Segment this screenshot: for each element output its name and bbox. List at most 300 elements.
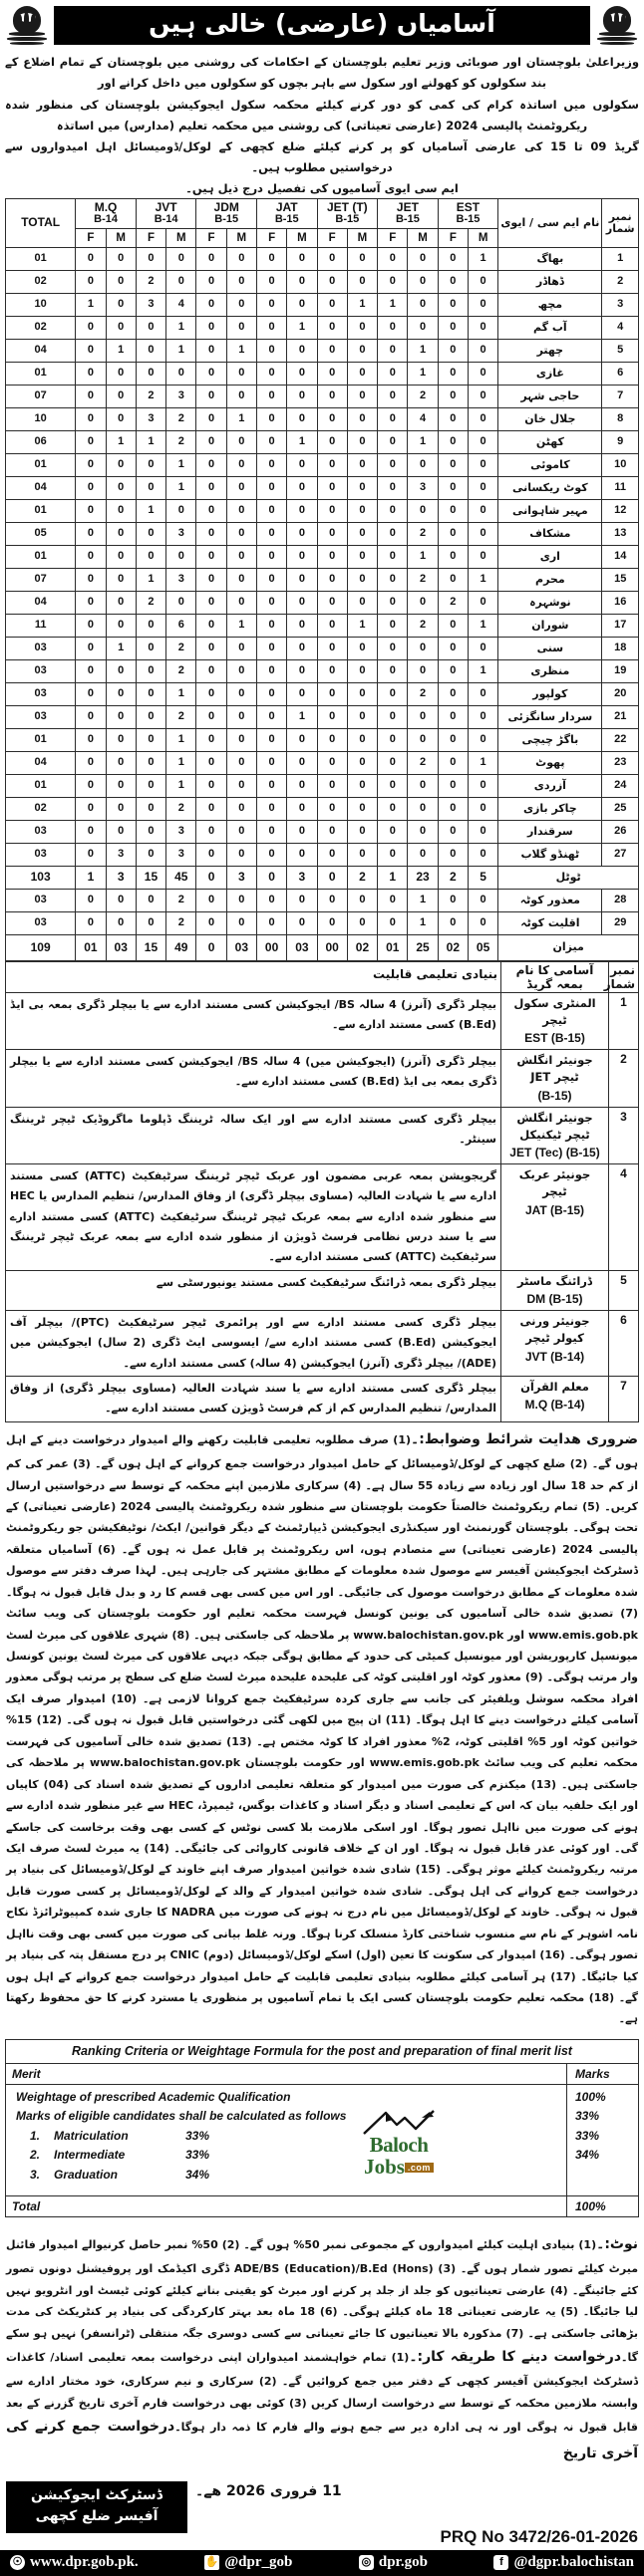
cell-serial: 15 xyxy=(602,568,639,591)
ranking-total-row xyxy=(6,2195,639,2216)
deadline-date: 11 فروری 2026 ھے۔ xyxy=(195,2482,342,2499)
cell-count: 0 xyxy=(256,751,286,774)
cell-count: 0 xyxy=(347,453,377,476)
cell-count: 0 xyxy=(438,728,468,751)
cell-count: 0 xyxy=(136,705,165,728)
cell-total: 04 xyxy=(6,751,76,774)
cell-location-name: مہیر شاہوانی xyxy=(498,499,602,522)
qualification-text: گریجویشن بمعہ عربی مضمون اور عربک ٹیچر ٹریننگ سرٹیفکیٹ (ATTC) کسی مستند ادارے سے یا شہادت العالیہ (مساوی بیچلر ڈگری) از وفاق المدارس/ تنظیم المدارس یا HEC سے منظور شدہ ادارے سے بمعہ عربک ٹیچر ٹریننگ سرٹیفکیٹ (ATTC) کسی مستند ادارے سے یا سند درس نظامی فرسٹ ڈویژن از منظور شدہ ادارے سے بمعہ عربک ٹیچر ٹریننگ سرٹیفکیٹ (ATTC) کسی مستند ادارے سے۔ xyxy=(6,1164,501,1271)
deadline-and-prq xyxy=(187,2481,638,2547)
cell-count: 0 xyxy=(468,705,497,728)
cell-count: 1 xyxy=(468,568,497,591)
cell-count: 0 xyxy=(468,911,497,934)
cell-count: 0 xyxy=(287,614,317,637)
cell-count: 1 xyxy=(408,545,438,568)
cell-total: 01 xyxy=(6,774,76,797)
issuing-authority-stamp xyxy=(6,2481,187,2533)
cell-count: 0 xyxy=(256,247,286,270)
table-row-quota xyxy=(6,889,639,911)
post-title-urdu: جونیئر انگلش ٹیچر JET xyxy=(516,1053,593,1085)
cell-count: 0 xyxy=(106,293,136,316)
cell-count: 0 xyxy=(256,385,286,407)
intro-line-3: گریڈ 09 تا 15 کی عارضی آسامیاں کو پر کرنے کیلئے ضلع کچھی کے لوکل/ڈومیسائل اہل امیدواروں سے درخواستیں مطلوب ہیں۔ xyxy=(5,139,639,175)
cell-count: 1 xyxy=(287,316,317,339)
post-title-urdu: جونیئر انگلش ٹیچر ٹیکنیکل xyxy=(516,1110,593,1142)
cell-count: 0 xyxy=(136,362,165,385)
cell-count: 0 xyxy=(438,751,468,774)
cell-count: 0 xyxy=(408,705,438,728)
cell-count: 0 xyxy=(347,522,377,545)
cell-count: 0 xyxy=(317,270,347,293)
cell-count: 0 xyxy=(408,774,438,797)
vacancy-subcol-female: F xyxy=(136,228,165,247)
cell-count: 0 xyxy=(226,889,256,911)
cell-count: 49 xyxy=(166,934,196,960)
cell-count: 0 xyxy=(468,591,497,614)
vacancy-subcol-male: M xyxy=(468,228,497,247)
qualification-text: بیچلر ڈگری کسی مستند ادارے سے اور پرائمری ٹیچر سرٹیفکیٹ (PTC)/ بیچلر آف ایجوکیشن (B.Ed) کسی مستند ادارے سے/ ایسوسی ایٹ ڈگری (2 سال) ایجوکیشن میں (ADE)/ بیچلر ڈگری (آنرز) ایجوکیشن (4 سالہ) کسی مستند ادارے سے۔ xyxy=(6,1311,501,1377)
apply-lead: درخواست دینے کا طریقہ کار:۔ xyxy=(409,2348,622,2365)
footer-instagram[interactable] xyxy=(359,2554,428,2571)
cell-count: 0 xyxy=(408,843,438,866)
cell-count: 0 xyxy=(106,728,136,751)
qualification-post-name xyxy=(501,1050,609,1108)
cell-count: 0 xyxy=(378,751,408,774)
table-row xyxy=(6,499,639,522)
cell-count: 0 xyxy=(106,270,136,293)
footer-social-bar xyxy=(0,2550,644,2576)
cell-count: 0 xyxy=(438,637,468,659)
cell-count: 0 xyxy=(347,774,377,797)
cell-count: 0 xyxy=(438,889,468,911)
qualification-row xyxy=(6,992,639,1050)
table-row xyxy=(6,407,639,430)
cell-count: 0 xyxy=(196,522,226,545)
table-row xyxy=(6,247,639,270)
cell-serial: 14 xyxy=(602,545,639,568)
post-title-urdu: ڈرائنگ ماسٹر xyxy=(516,1273,593,1288)
apply-text: (1) تمام خواہشمند امیدواران اپنی درخواست بمعہ تعلیمی اسناد/ کاغذات ڈسٹرکٹ ایجوکیشن آفیسر کچھی کے دفتر میں جمع کروائیں گے۔ (2) سرکاری و نیم سرکاری، خود مختار ادارے سے وابستہ ملازمین محکمہ کے توسط سے درخواست ارسال کریں (3) کوئی بھی درخواست فارم آخری تاریخ گزرنے کے بعد قابل قبول نہ ہوگی اور نہ ہی ادارہ دیر سے جمع ہونے والے فارم کا ذمہ دار ہوگا۔ xyxy=(6,2350,638,2435)
cell-count: 2 xyxy=(166,407,196,430)
table-row xyxy=(6,385,639,407)
ranking-line-1: Weightage of prescribed Academic Qualification xyxy=(16,2089,291,2104)
cell-total: 03 xyxy=(6,820,76,843)
cell-count: 0 xyxy=(378,339,408,362)
conditions-block xyxy=(0,1422,644,2034)
cell-location-name: آب گم xyxy=(498,316,602,339)
qualification-row xyxy=(6,1377,639,1422)
cell-count: 1 xyxy=(468,614,497,637)
cell-total: 03 xyxy=(6,843,76,866)
cell-count: 0 xyxy=(347,270,377,293)
ranking-mark-value: 34% xyxy=(575,2148,600,2163)
cell-count: 2 xyxy=(166,430,196,453)
cell-count: 0 xyxy=(287,820,317,843)
cell-count: 0 xyxy=(136,247,165,270)
cell-count: 0 xyxy=(106,522,136,545)
cell-count: 0 xyxy=(468,407,497,430)
cell-count: 0 xyxy=(408,820,438,843)
cell-count: 0 xyxy=(256,316,286,339)
cell-location-name: میزان xyxy=(498,934,639,960)
cell-serial: 4 xyxy=(602,316,639,339)
cell-serial: 9 xyxy=(602,430,639,453)
cell-count: 0 xyxy=(347,820,377,843)
cell-count: 1 xyxy=(166,751,196,774)
cell-count: 1 xyxy=(136,499,165,522)
cell-count: 0 xyxy=(317,682,347,705)
cell-count: 0 xyxy=(347,385,377,407)
stamp-line-1: ڈسٹرکٹ ایجوکیشن xyxy=(31,2486,162,2503)
cell-count: 1 xyxy=(226,614,256,637)
ranking-col-merit: Merit xyxy=(6,2063,567,2084)
vacancy-table-head xyxy=(6,198,639,247)
cell-count: 0 xyxy=(378,705,408,728)
cell-count: 0 xyxy=(317,751,347,774)
cell-count: 0 xyxy=(287,637,317,659)
cell-count: 0 xyxy=(106,659,136,682)
cell-total: 04 xyxy=(6,591,76,614)
table-row xyxy=(6,751,639,774)
footer-twitter-label: @dpr_gob xyxy=(224,2553,293,2570)
table-row xyxy=(6,682,639,705)
cell-count: 0 xyxy=(106,568,136,591)
cell-count: 0 xyxy=(166,362,196,385)
cell-count: 0 xyxy=(196,476,226,499)
cell-count: 1 xyxy=(166,476,196,499)
cell-count: 0 xyxy=(106,407,136,430)
cell-count: 0 xyxy=(106,453,136,476)
cell-count: 0 xyxy=(347,316,377,339)
cell-count: 1 xyxy=(166,316,196,339)
cell-serial: 5 xyxy=(602,339,639,362)
vacancy-col-jet: JET B-15 xyxy=(378,198,439,228)
ranking-body-row xyxy=(6,2084,639,2195)
cell-count: 0 xyxy=(408,316,438,339)
qualification-text: بیچلر ڈگری کسی مستند ادارے سے یا سند شہادت العالیہ (مساوی بیچلر ڈگری) از وفاق المدارس/ تنظیم المدارس کم از کم فرسٹ ڈویژن کسی مستند ادارے سے۔ xyxy=(6,1377,501,1422)
cell-count: 0 xyxy=(287,911,317,934)
cell-count: 0 xyxy=(317,889,347,911)
cell-serial: 6 xyxy=(602,362,639,385)
table-row-grand-total xyxy=(6,934,639,960)
cell-count: 0 xyxy=(256,293,286,316)
facebook-f-icon: f xyxy=(493,2555,508,2570)
vacancy-subcol-female: F xyxy=(196,228,226,247)
qualification-text: بیچلر ڈگری (آنرز) 4 سالہ BS/ ایجوکیشن کسی مستند ادارے سے یا بیچلر ڈگری بمعہ بی ایڈ (B.Ed) کسی مستند ادارے سے۔ xyxy=(6,992,501,1050)
cell-count: 0 xyxy=(317,637,347,659)
cell-count: 0 xyxy=(438,682,468,705)
qualification-post-name xyxy=(501,1270,609,1310)
qualification-serial: 5 xyxy=(609,1270,639,1310)
cell-count: 0 xyxy=(468,385,497,407)
cell-count: 0 xyxy=(106,499,136,522)
balochistan-government-crest-icon xyxy=(6,5,48,47)
intro-line-1: وزیراعلیٰ بلوچستان اور صوبائی وزیر تعلیم بلوچستان کے احکامات کی روشنی میں بلوچستان کے تمام اضلاع کے بند سکولوں کو کھولنے اور سکول سے باہر بچوں کو سکولوں میں داخل کرانے اور xyxy=(5,55,639,91)
cell-count: 0 xyxy=(76,911,106,934)
ranking-mark-value: 100% xyxy=(575,2089,606,2104)
cell-count: 0 xyxy=(106,889,136,911)
cell-count: 0 xyxy=(106,820,136,843)
table-row xyxy=(6,453,639,476)
cell-count: 02 xyxy=(438,934,468,960)
table-row xyxy=(6,476,639,499)
cell-count: 0 xyxy=(106,705,136,728)
cell-count: 2 xyxy=(166,705,196,728)
page-title: آسامیاں (عارضی) خالی ہیں xyxy=(149,9,495,39)
table-row xyxy=(6,270,639,293)
table-row xyxy=(6,728,639,751)
ranking-col-marks: Marks xyxy=(567,2063,639,2084)
cell-location-name: پھوٹ xyxy=(498,751,602,774)
cell-count: 0 xyxy=(256,614,286,637)
cell-location-name: سردار سانگزئی xyxy=(498,705,602,728)
cell-count: 1 xyxy=(136,430,165,453)
post-grade-code: JET (Tec) (B-15) xyxy=(509,1146,600,1160)
vacancy-subcol-male: M xyxy=(347,228,377,247)
cell-count: 0 xyxy=(408,797,438,820)
cell-count: 0 xyxy=(136,774,165,797)
globe-icon: ☉ xyxy=(10,2555,25,2570)
cell-count: 0 xyxy=(378,614,408,637)
cell-count: 0 xyxy=(256,545,286,568)
cell-count: 0 xyxy=(196,545,226,568)
cell-count: 0 xyxy=(468,499,497,522)
cell-count: 0 xyxy=(287,659,317,682)
footer-website[interactable] xyxy=(10,2554,139,2571)
cell-count: 0 xyxy=(256,339,286,362)
cell-count: 0 xyxy=(347,247,377,270)
cell-count: 0 xyxy=(76,751,106,774)
cell-serial: 19 xyxy=(602,659,639,682)
cell-count: 0 xyxy=(196,385,226,407)
cell-count: 0 xyxy=(468,637,497,659)
cell-count: 0 xyxy=(317,362,347,385)
ranking-total-label: Total xyxy=(6,2195,567,2216)
cell-count: 0 xyxy=(196,843,226,866)
footer-website-label: www.dpr.gob.pk. xyxy=(30,2553,139,2570)
balochistan-government-crest-icon-right xyxy=(596,5,638,47)
vacancy-table xyxy=(5,198,639,961)
cell-count: 0 xyxy=(468,843,497,866)
table-row xyxy=(6,362,639,385)
cell-count: 0 xyxy=(226,522,256,545)
cell-count: 0 xyxy=(106,751,136,774)
cell-count: 0 xyxy=(347,476,377,499)
cell-count: 0 xyxy=(317,316,347,339)
cell-count: 0 xyxy=(76,247,106,270)
footer-facebook-label: @dgpr.balochistan xyxy=(513,2553,634,2570)
cell-count: 1 xyxy=(166,453,196,476)
ranking-mark-value: 33% xyxy=(575,2128,600,2143)
cell-count: 0 xyxy=(106,362,136,385)
table-row xyxy=(6,430,639,453)
cell-count: 0 xyxy=(76,797,106,820)
cell-count: 0 xyxy=(438,820,468,843)
cell-count: 0 xyxy=(196,866,226,889)
cell-count: 0 xyxy=(256,637,286,659)
cell-count: 0 xyxy=(76,453,106,476)
cell-count: 0 xyxy=(378,476,408,499)
cell-count: 3 xyxy=(166,843,196,866)
cell-count: 0 xyxy=(378,659,408,682)
cell-count: 0 xyxy=(256,270,286,293)
cell-count: 2 xyxy=(438,866,468,889)
cell-count: 2 xyxy=(408,522,438,545)
cell-serial: 26 xyxy=(602,820,639,843)
cell-count: 0 xyxy=(438,911,468,934)
cell-count: 2 xyxy=(166,889,196,911)
cell-count: 0 xyxy=(468,522,497,545)
cell-count: 0 xyxy=(287,293,317,316)
cell-count: 2 xyxy=(136,385,165,407)
cell-count: 0 xyxy=(226,843,256,866)
cell-count: 0 xyxy=(226,705,256,728)
cell-count: 0 xyxy=(106,797,136,820)
cell-count: 0 xyxy=(287,362,317,385)
cell-count: 2 xyxy=(166,637,196,659)
cell-serial: 23 xyxy=(602,751,639,774)
balochjobs-watermark-logo xyxy=(347,2109,451,2178)
table-row xyxy=(6,293,639,316)
cell-count: 0 xyxy=(468,430,497,453)
cell-count: 0 xyxy=(106,614,136,637)
conditions-lead: ضروری ھدایت شرائط وضوابط:۔ xyxy=(411,1430,638,1447)
cell-count: 0 xyxy=(468,682,497,705)
cell-total: 01 xyxy=(6,728,76,751)
cell-count: 0 xyxy=(287,270,317,293)
cell-count: 0 xyxy=(347,430,377,453)
cell-count: 0 xyxy=(106,911,136,934)
cell-location-name: باگڑ چیچی xyxy=(498,728,602,751)
cell-serial: 29 xyxy=(602,911,639,934)
cell-count: 0 xyxy=(317,293,347,316)
cell-count: 0 xyxy=(438,659,468,682)
cell-count: 0 xyxy=(196,797,226,820)
vacancy-subcol-male: M xyxy=(408,228,438,247)
cell-count: 0 xyxy=(196,889,226,911)
qualification-row xyxy=(6,1050,639,1108)
cell-count: 2 xyxy=(166,911,196,934)
cell-count: 0 xyxy=(196,911,226,934)
cell-count: 0 xyxy=(76,339,106,362)
qualification-text: بیچلر ڈگری (آنرز) (ایجوکیشن میں) 4 سالہ BS/ ایجوکیشن کسی مستند ادارے سے یا بیچلر ڈگری بمعہ بی ایڈ (B.Ed) کسی مستند ادارے سے۔ xyxy=(6,1050,501,1108)
table-row xyxy=(6,568,639,591)
cell-count: 0 xyxy=(287,751,317,774)
note-paragraph xyxy=(6,2231,638,2468)
table-row xyxy=(6,591,639,614)
cell-count: 0 xyxy=(378,407,408,430)
cell-count: 0 xyxy=(378,889,408,911)
cell-count: 0 xyxy=(256,499,286,522)
cell-count: 1 xyxy=(408,911,438,934)
cell-count: 3 xyxy=(226,866,256,889)
cell-count: 0 xyxy=(76,316,106,339)
vacancy-col-mq: M.Q B-14 xyxy=(76,198,137,228)
cell-count: 0 xyxy=(256,591,286,614)
ranking-title: Ranking Criteria or Weightage Formula for the post and preparation of final merit list xyxy=(5,2039,639,2063)
cell-serial: 7 xyxy=(602,385,639,407)
cell-count: 0 xyxy=(136,316,165,339)
footer-facebook[interactable] xyxy=(493,2554,634,2571)
cell-count: 0 xyxy=(317,797,347,820)
cell-count: 2 xyxy=(408,682,438,705)
qual-header-post: آسامی کا نام بمعہ گریڈ xyxy=(501,961,609,992)
cell-count: 0 xyxy=(347,591,377,614)
qual-header-sr: نمبر شمار xyxy=(609,961,639,992)
cell-count: 0 xyxy=(438,614,468,637)
cell-serial: 22 xyxy=(602,728,639,751)
cell-count: 2 xyxy=(136,270,165,293)
intro-paragraph xyxy=(0,50,644,180)
cell-count: 0 xyxy=(317,247,347,270)
cell-count: 0 xyxy=(287,568,317,591)
cell-count: 0 xyxy=(196,339,226,362)
cell-count: 0 xyxy=(226,682,256,705)
footer-twitter[interactable] xyxy=(204,2554,292,2571)
cell-count: 0 xyxy=(76,270,106,293)
cell-count: 0 xyxy=(438,453,468,476)
cell-count: 0 xyxy=(76,659,106,682)
cell-count: 0 xyxy=(438,568,468,591)
cell-count: 0 xyxy=(136,614,165,637)
cell-count: 1 xyxy=(378,293,408,316)
vacancy-subcol-male: M xyxy=(226,228,256,247)
cell-serial: 24 xyxy=(602,774,639,797)
qualification-text: بیچلر ڈگری بمعہ ڈرائنگ سرٹیفکیٹ کسی مستند یونیورسٹی سے xyxy=(6,1270,501,1310)
cell-location-name: معذور کوٹہ xyxy=(498,889,602,911)
cell-count: 0 xyxy=(196,316,226,339)
cell-total: 03 xyxy=(6,889,76,911)
cell-count: 0 xyxy=(287,476,317,499)
vacancy-subcol-female: F xyxy=(378,228,408,247)
cell-count: 2 xyxy=(136,591,165,614)
cell-count: 0 xyxy=(106,385,136,407)
cell-count: 0 xyxy=(438,705,468,728)
logo-text-baloch: Baloch xyxy=(369,2132,429,2157)
cell-count: 3 xyxy=(287,866,317,889)
cell-count: 0 xyxy=(76,728,106,751)
cell-count: 0 xyxy=(76,682,106,705)
cell-count: 0 xyxy=(317,385,347,407)
qualification-post-name xyxy=(501,1107,609,1164)
cell-total: 04 xyxy=(6,476,76,499)
logo-text-jobs xyxy=(347,2156,451,2178)
cell-count: 0 xyxy=(196,270,226,293)
ranking-table xyxy=(5,2063,639,2217)
cell-count: 15 xyxy=(136,866,165,889)
cell-count: 0 xyxy=(166,545,196,568)
cell-count: 0 xyxy=(468,545,497,568)
cell-count: 0 xyxy=(408,247,438,270)
cell-count: 0 xyxy=(287,591,317,614)
cell-count: 3 xyxy=(408,476,438,499)
cell-count: 0 xyxy=(408,270,438,293)
cell-location-name: سرقندار xyxy=(498,820,602,843)
twitter-bird-icon: ✋ xyxy=(204,2555,219,2568)
cell-count: 2 xyxy=(408,385,438,407)
vacancy-col-jett: JET (T) B-15 xyxy=(317,198,378,228)
cell-count: 1 xyxy=(347,614,377,637)
cell-count: 0 xyxy=(256,797,286,820)
cell-count: 1 xyxy=(468,751,497,774)
cell-count: 0 xyxy=(136,820,165,843)
vacancy-col-jvt: JVT B-14 xyxy=(136,198,196,228)
cell-count: 0 xyxy=(106,476,136,499)
cell-count: 0 xyxy=(256,843,286,866)
qualification-post-name xyxy=(501,992,609,1050)
cell-count: 0 xyxy=(438,430,468,453)
cell-count: 1 xyxy=(226,407,256,430)
